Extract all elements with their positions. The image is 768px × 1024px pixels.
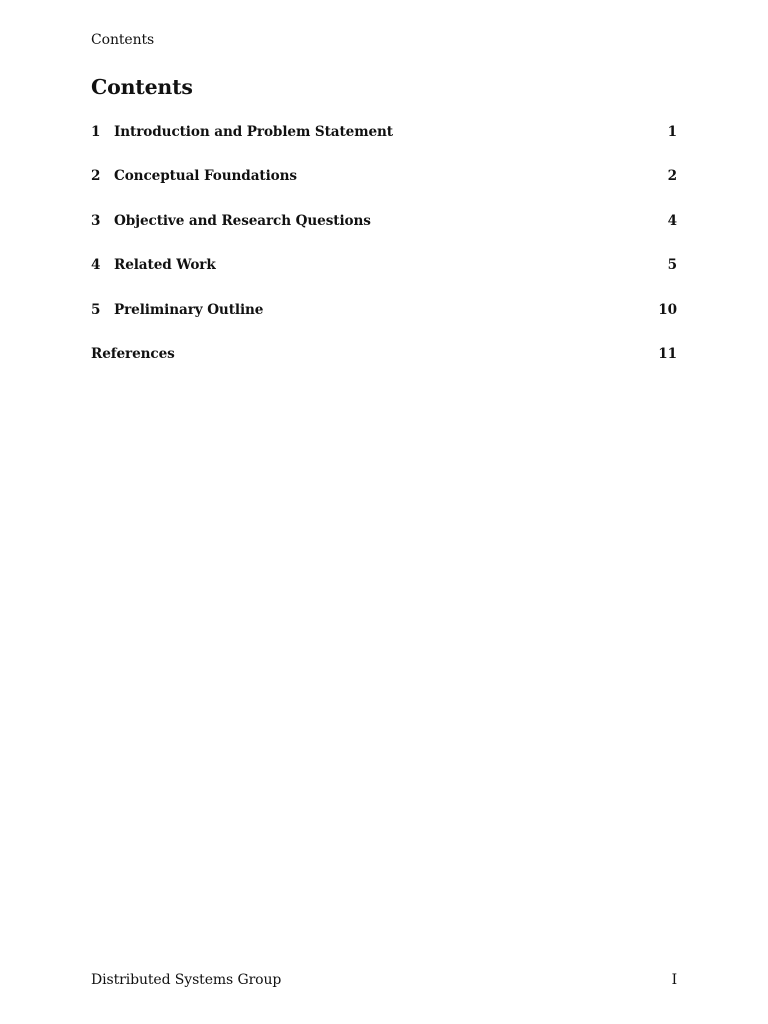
toc-entry-related-work[interactable] xyxy=(91,257,677,301)
toc-entry-number: 1 xyxy=(91,124,101,140)
toc-entry-number: 3 xyxy=(91,212,101,229)
toc-entry-page: 10 xyxy=(658,301,677,318)
toc-entry-introduction[interactable] xyxy=(91,124,677,168)
footer-group-name: Distributed Systems Group xyxy=(91,972,282,988)
toc-entry-page: 4 xyxy=(667,212,677,229)
toc-entry-page: 11 xyxy=(658,345,677,362)
toc-entry-objective[interactable] xyxy=(91,213,677,257)
toc-entry-title: Related Work xyxy=(114,257,216,274)
toc-list xyxy=(91,124,677,390)
toc-entry-title: Preliminary Outline xyxy=(114,301,264,318)
toc-entry-number: 4 xyxy=(91,257,101,274)
toc-entry-page: 2 xyxy=(667,168,677,185)
toc-entry-page: 1 xyxy=(667,124,677,140)
toc-entry-title: Introduction and Problem Statement xyxy=(114,124,393,140)
toc-entry-number: 5 xyxy=(91,301,101,318)
page-title: Contents xyxy=(91,75,193,99)
toc-entry-conceptual-foundations[interactable] xyxy=(91,168,677,212)
toc-entry-title: References xyxy=(91,345,175,362)
footer-page-number: I xyxy=(671,972,677,988)
toc-entry-title: Objective and Research Questions xyxy=(114,212,371,229)
toc-entry-page: 5 xyxy=(667,257,677,274)
toc-entry-number: 2 xyxy=(91,168,101,185)
running-header: Contents xyxy=(91,32,155,48)
toc-entry-title: Conceptual Foundations xyxy=(114,168,297,185)
toc-entry-references[interactable] xyxy=(91,346,677,390)
toc-entry-preliminary-outline[interactable] xyxy=(91,302,677,346)
